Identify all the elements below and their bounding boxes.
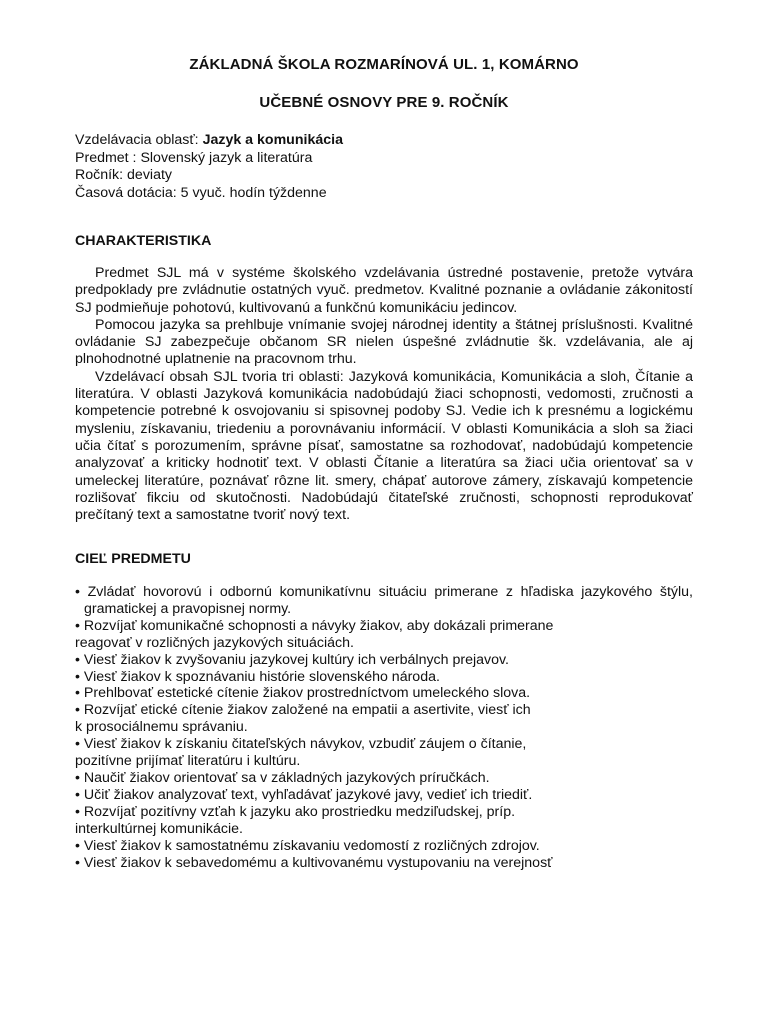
meta-grade: Ročník: deviaty — [75, 167, 172, 183]
meta-subject: Predmet : Slovenský jazyk a literatúra — [75, 149, 313, 166]
meta-area — [75, 132, 343, 150]
goal-item — [75, 685, 693, 702]
document-subtitle: UČEBNÉ OSNOVY PRE 9. ROČNÍK — [259, 94, 509, 111]
paragraph: Vzdelávací obsah SJL tvoria tri oblasti: Jazyková komunikácia, Komunikácia a sloh, Čítanie a literatúra. V oblasti Jazyková komunikácia nadobúdajú žiaci schopnosti, vedomosti, zručnosti a kompetencie potrebné k osvojovaniu si spisovnej podoby SJ. Vedie ich k presnému a logickému mysleniu, získavaniu, triedeniu a porovnávaniu informácií. V oblasti Komunikácia a sloh sa žiaci učia čítať s porozumením, správne písať, samostatne sa rozhodovať, nadobúdajú kompetencie analyzovať a kriticky hodnotiť text. V oblasti Čítanie a literatúra sa žiaci učia orientovať sa v umeleckej literatúre, poznávať rôzne lit. smery, chápať autorove zámery, získavajú kompetencie rozlišovať fikciu od skutočnosti. Nadobúdajú čitateľské zručnosti, schopnosti reprodukovať prečítaný text a samostatne tvoriť nový text. — [75, 368, 693, 524]
characteristics-text — [75, 265, 693, 524]
school-title: ZÁKLADNÁ ŠKOLA ROZMARÍNOVÁ UL. 1, KOMÁRNO — [189, 56, 579, 73]
meta-time: Časová dotácia: 5 vyuč. hodín týždenne — [75, 184, 327, 201]
goal-item — [75, 855, 693, 872]
goal-text: • Rozvíjať komunikačné schopnosti a návyky žiakov, aby dokázali primerane — [75, 617, 554, 634]
goals-heading: CIEĽ PREDMETU — [75, 551, 191, 567]
characteristics-heading: CHARAKTERISTIKA — [75, 233, 212, 249]
goal-item — [75, 584, 693, 618]
goal-text: • Zvládať hovorovú i odbornú komunikatívnu situáciu primerane z hľadiska jazykového štýlu, gramatickej a pravopisnej normy. — [75, 584, 693, 617]
goal-text-cont: k prosociálnemu správaniu. — [75, 719, 248, 736]
goal-text-cont: pozitívne prijímať literatúru i kultúru. — [75, 753, 301, 770]
goal-item — [75, 652, 693, 669]
meta-area-value: Jazyk a komunikácia — [202, 132, 343, 148]
goal-item — [75, 736, 693, 770]
paragraph: Predmet SJL má v systéme školského vzdelávania ústredné postavenie, pretože vytvára predpoklady pre zvládnutie ostatných vyuč. predmetov. Kvalitné poznanie a ovládanie zákonitostí SJ podmieňuje pohotovú, kultivovanú a funkčnú komunikáciu jedincov. — [75, 265, 693, 316]
goal-text: • Učiť žiakov analyzovať text, vyhľadávať jazykové javy, vedieť ich triediť. — [75, 786, 533, 803]
goals-list — [75, 584, 693, 871]
goal-text: • Viesť žiakov k sebavedomému a kultivovanému vystupovaniu na verejnosť — [75, 854, 553, 871]
goal-item — [75, 787, 693, 804]
goal-item — [75, 669, 693, 686]
goal-item — [75, 702, 693, 736]
goal-text: • Rozvíjať etické cítenie žiakov založené na empatii a asertivite, viesť ich — [75, 702, 531, 719]
goal-text-cont: reagovať v rozličných jazykových situáciách. — [75, 634, 354, 651]
goal-item — [75, 770, 693, 787]
goal-text: • Rozvíjať pozitívny vzťah k jazyku ako prostriedku medziľudskej, príp. — [75, 803, 516, 820]
goal-text: • Viesť žiakov k spoznávaniu histórie slovenského národa. — [75, 668, 440, 685]
goal-text: • Viesť žiakov k získaniu čitateľských návykov, vzbudiť záujem o čítanie, — [75, 736, 527, 753]
goal-item — [75, 838, 693, 855]
goal-item — [75, 804, 693, 838]
goal-text-cont: interkultúrnej komunikácie. — [75, 820, 243, 837]
goal-text: • Naučiť žiakov orientovať sa v základných jazykových príručkách. — [75, 769, 490, 786]
paragraph: Pomocou jazyka sa prehlbuje vnímanie svojej národnej identity a štátnej príslušnosti. Kvalitné ovládanie SJ zabezpečuje občanom SR nielen úspešné zvládnutie šk. vzdelávania, ale aj plnohodnotné uplatnenie na pracovnom trhu. — [75, 316, 693, 368]
goal-text: • Viesť žiakov k samostatnému získavaniu vedomostí z rozličných zdrojov. — [75, 837, 540, 854]
subject-meta — [75, 132, 343, 202]
goal-text: • Prehlbovať estetické cítenie žiakov prostredníctvom umeleckého slova. — [75, 685, 531, 702]
goal-text: • Viesť žiakov k zvyšovaniu jazykovej kultúry ich verbálnych prejavov. — [75, 651, 509, 668]
goal-item — [75, 618, 693, 652]
meta-area-label: Vzdelávacia oblasť: — [75, 132, 203, 148]
